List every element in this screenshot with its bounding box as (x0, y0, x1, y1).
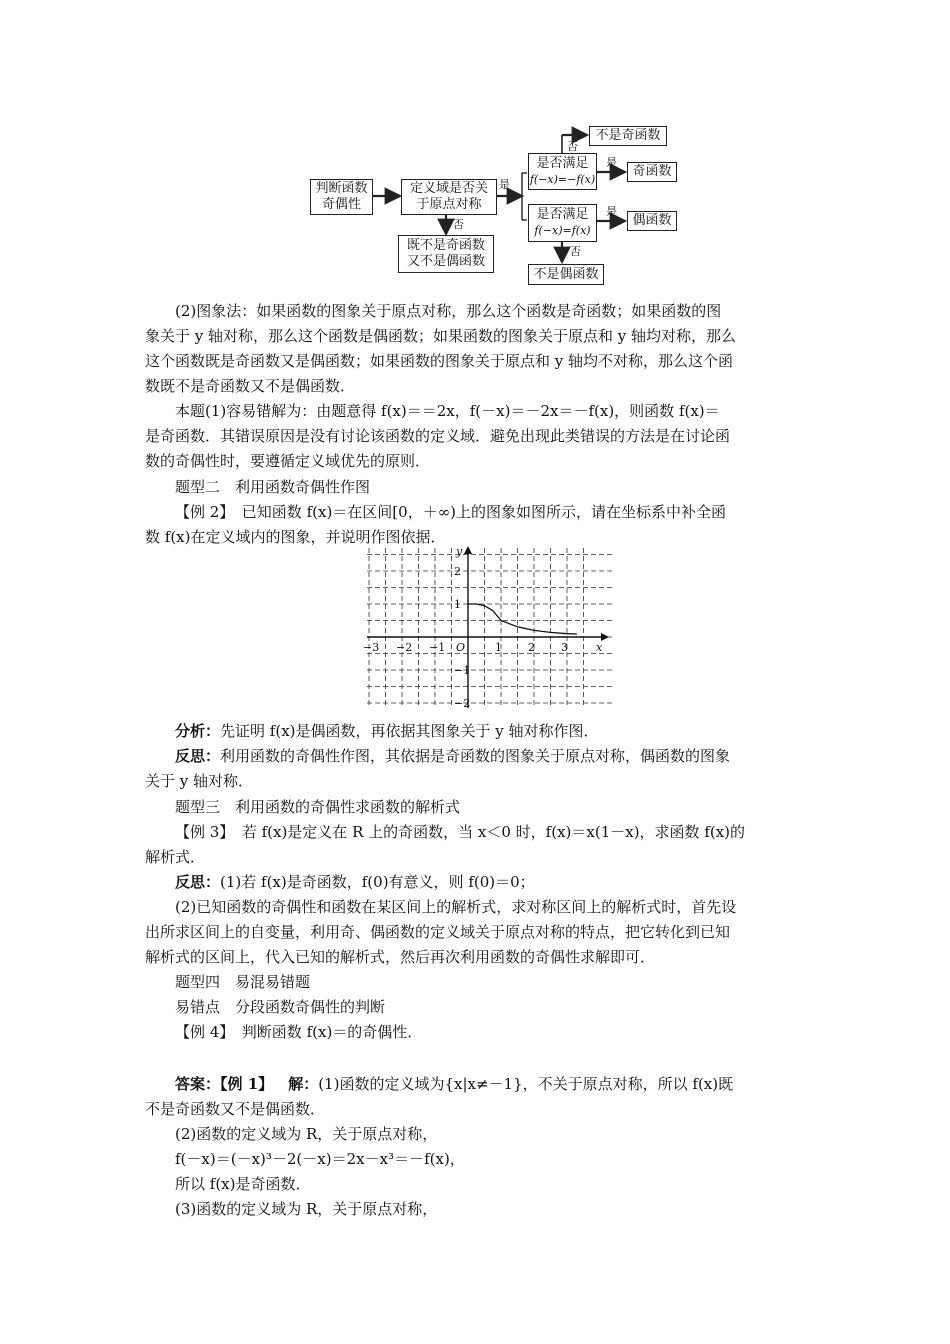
p2-line-1: 本题(1)容易错解为：由题意得 f(x)＝＝2x，f(－x)＝－2x＝－f(x)，则函数 f(x)＝ (175, 402, 720, 420)
flow-not-odd-label: 不是奇函数 (595, 128, 661, 143)
x-axis-label: x (596, 641, 603, 654)
flow-domain-label: 定义域是否关于原点对称 (409, 181, 488, 212)
p1-line-1: (2)图象法：如果函数的图象关于原点对称，那么这个函数是奇函数；如果函数的图 (175, 302, 722, 320)
answer-solution-label: 解： (288, 1075, 319, 1093)
flow-even-check-formula: f(−x)=f(x) (534, 224, 591, 237)
answer-line-5: 所以 f(x)是奇函数． (175, 1175, 311, 1193)
flow-start-label: 判断函数奇偶性 (315, 181, 368, 212)
flow-yes-label-2: 是 (606, 156, 617, 169)
flow-yes-label-1: 是 (499, 178, 510, 191)
answer-line-1 (175, 1073, 733, 1095)
p1-line-4: 数既不是奇函数又不是偶函数． (145, 377, 356, 395)
reflection-2-line-2: (2)已知函数的奇偶性和函数在某区间上的解析式，求对称区间上的解析式时，首先设 (175, 898, 737, 916)
analysis-text: 先证明 f(x)是偶函数，再依据其图象关于 y 轴对称作图． (220, 722, 599, 740)
reflection-2-line-4: 解析式的区间上，代入已知的解析式，然后再次利用函数的奇偶性求解即可． (145, 948, 656, 966)
section-type-3: 题型三 利用函数的奇偶性求函数的解析式 (175, 798, 461, 816)
x-tick-label: 2 (528, 641, 535, 654)
answer-text-1: (1)函数的定义域为{x|x≠－1}，不关于原点对称，所以 f(x)既 (318, 1075, 734, 1093)
reflection-1-text: 利用函数的奇偶性作图，其依据是奇函数的图象关于原点对称，偶函数的图象 (220, 747, 731, 765)
example-3-line-1: 【例 3】 若 f(x)是定义在 R 上的奇函数，当 x＜0 时，f(x)＝x(1－x)，求函数 f(x)的 (175, 823, 746, 841)
p1-line-2: 象关于 y 轴对称，那么这个函数是偶函数；如果函数的图象关于原点和 y 轴均对称，那么 (145, 327, 737, 345)
flow-even-check-title: 是否满足 (536, 207, 589, 222)
p2-line-2: 是奇函数．其错误原因是没有讨论该函数的定义域．避免出现此类错误的方法是在讨论函 (145, 427, 731, 445)
y-tick-label: −2 (454, 697, 471, 710)
y-tick-label: −1 (454, 664, 471, 677)
reflection-2-line-1 (175, 871, 535, 893)
flow-neither-label: 既不是奇函数又不是偶函数 (406, 238, 485, 269)
answer-label: 答案： (175, 1075, 221, 1093)
reflection-1-line-1 (175, 745, 730, 767)
reflection-1-label: 反思： (175, 747, 221, 765)
example-4: 【例 4】 判断函数 f(x)＝的奇偶性． (175, 1023, 423, 1041)
reflection-1-line-2: 关于 y 轴对称． (145, 772, 254, 790)
reflection-2-label: 反思： (175, 873, 221, 891)
flow-domain-box (401, 179, 497, 215)
flow-even-result-label: 偶函数 (632, 213, 672, 228)
x-tick-label: −3 (363, 641, 380, 654)
flow-odd-result-box (627, 162, 677, 182)
y-tick-label: 2 (454, 565, 461, 578)
y-axis-label: y (456, 545, 463, 558)
answer-line-6: (3)函数的定义域为 R，关于原点对称， (175, 1200, 438, 1218)
flow-no-label-2: 否 (567, 140, 578, 153)
p1-line-3: 这个函数既是奇函数又是偶函数；如果函数的图象关于原点和 y 轴均不对称，那么这个函 (145, 352, 734, 370)
x-tick-label: −1 (429, 641, 446, 654)
example-2-line-2: 数 f(x)在定义域内的图象，并说明作图依据． (145, 528, 446, 546)
x-tick-label: 1 (495, 641, 502, 654)
flow-yes-label-3: 是 (606, 205, 617, 218)
flow-not-odd-box (589, 126, 667, 146)
flow-odd-check-formula: f(−x)=−f(x) (529, 172, 596, 186)
answer-line-4: f(－x)＝(－x)³－2(－x)＝2x－x³＝－f(x)， (175, 1150, 465, 1168)
flow-no-label-3: 否 (570, 245, 581, 258)
y-axis-arrow (464, 546, 472, 554)
example-2-line-1: 【例 2】 已知函数 f(x)＝在区间[0，＋∞)上的图象如图所示，请在坐标系中补全函 (175, 503, 727, 521)
origin-label: O (456, 641, 466, 654)
flow-even-check-box (528, 204, 597, 242)
y-tick-label: 1 (454, 598, 461, 611)
flow-odd-result-label: 奇函数 (632, 164, 672, 179)
answer-line-2: 不是奇函数又不是偶函数． (145, 1100, 326, 1118)
flow-even-result-box (627, 211, 677, 231)
error-point: 易错点 分段函数奇偶性的判断 (175, 998, 386, 1016)
flow-not-even-label: 不是偶函数 (533, 266, 599, 282)
x-tick-label: −2 (396, 641, 413, 654)
coordinate-graph (365, 546, 615, 710)
flowchart (300, 118, 690, 293)
flow-odd-check-box (528, 153, 597, 190)
x-tick-label: 3 (561, 641, 568, 654)
flow-no-label-1: 否 (453, 218, 464, 231)
flow-odd-check-title: 是否满足 (536, 155, 589, 171)
flow-not-even-box (528, 264, 604, 285)
flow-neither-box (398, 235, 494, 273)
section-type-2: 题型二 利用函数奇偶性作图 (175, 478, 371, 496)
answer-example-1: 【例 1】 (220, 1075, 274, 1093)
analysis-line (175, 720, 599, 742)
flow-start-box (310, 179, 373, 215)
answer-line-3: (2)函数的定义域为 R，关于原点对称， (175, 1125, 438, 1143)
analysis-label: 分析： (175, 722, 221, 740)
reflection-2-line-3: 出所求区间上的自变量，利用奇、偶函数的定义域关于原点对称的特点，把它转化到已知 (145, 923, 731, 941)
example-3-line-2: 解析式． (145, 848, 206, 866)
p2-line-3: 数的奇偶性时，要遵循定义域优先的原则． (145, 452, 431, 470)
section-type-4: 题型四 易混易错题 (175, 973, 311, 991)
x-axis-arrow (601, 633, 609, 641)
reflection-2-text: (1)若 f(x)是奇函数，f(0)有意义，则 f(0)＝0； (220, 873, 535, 891)
